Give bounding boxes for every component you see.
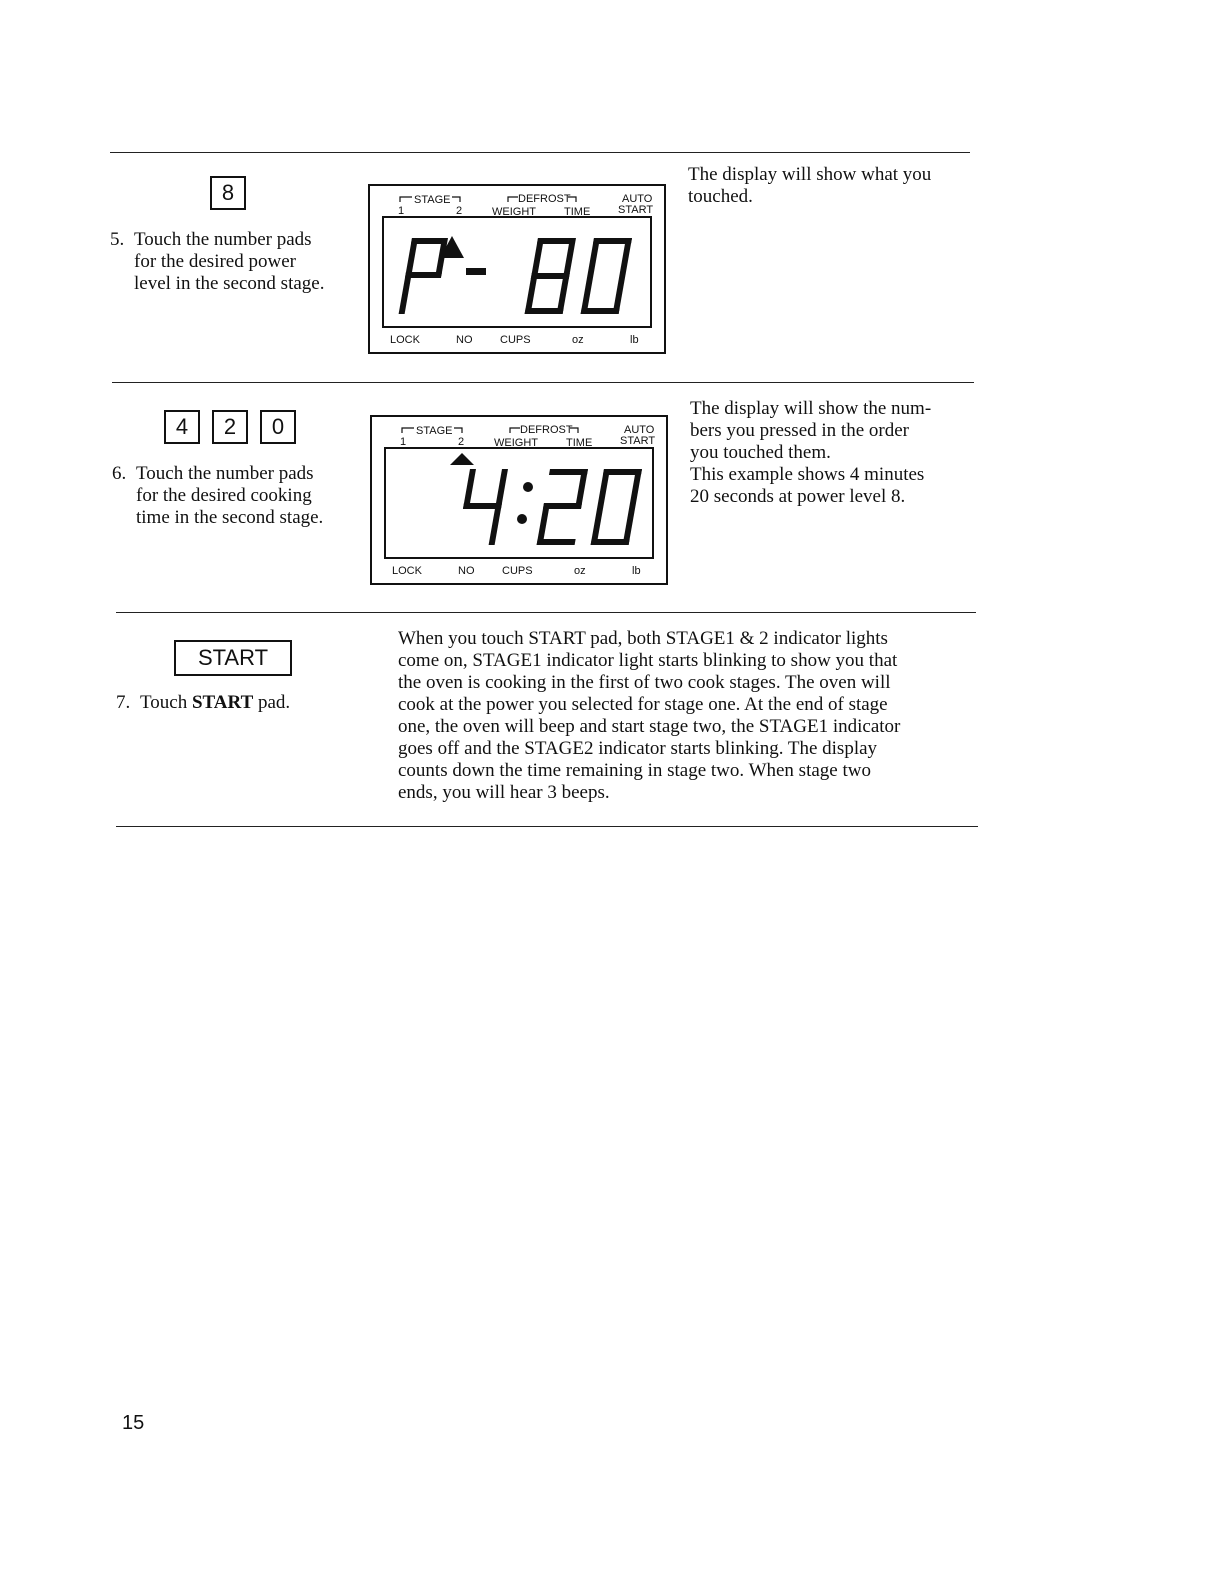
step-7-description xyxy=(398,628,978,804)
description-line: you touched them. xyxy=(690,442,831,463)
description-line: This example shows 4 minutes xyxy=(690,464,925,485)
description-line: goes off and the STAGE2 indicator starts blinking. The display xyxy=(398,738,878,759)
weight-label: WEIGHT xyxy=(494,437,538,449)
description-line: The display will show what you xyxy=(688,164,932,185)
weight-label: WEIGHT xyxy=(492,206,536,218)
start-pad[interactable] xyxy=(174,640,292,676)
lcd-segments xyxy=(386,449,656,557)
start-label: START xyxy=(618,204,654,216)
lcd-segments xyxy=(384,218,654,326)
pad-label: START xyxy=(197,645,269,670)
number-pad-2[interactable] xyxy=(212,410,248,444)
lock-indicator: LOCK xyxy=(390,334,420,346)
lcd-screen xyxy=(382,216,652,328)
lb-indicator: lb xyxy=(632,565,641,577)
no-indicator: NO xyxy=(458,565,475,577)
no-indicator: NO xyxy=(456,334,473,346)
defrost-label: DEFROST xyxy=(520,424,573,436)
description-line: ends, you will hear 3 beeps. xyxy=(398,782,610,803)
stage-label: STAGE xyxy=(414,194,451,206)
oven-display xyxy=(370,415,668,585)
instruction-line: Touch the number pads xyxy=(136,463,314,484)
number-pad-8[interactable] xyxy=(210,176,246,210)
instruction-text: pad. xyxy=(253,692,291,713)
description-line: When you touch START pad, both STAGE1 & 2 indicator lights xyxy=(398,628,888,649)
pad-label: 2 xyxy=(223,414,237,439)
section-divider xyxy=(112,382,974,383)
oz-indicator: oz xyxy=(572,334,584,346)
stage-label: STAGE xyxy=(416,425,453,437)
oven-display xyxy=(368,184,666,354)
instruction-line: level in the second stage. xyxy=(134,273,325,294)
description-line: bers you pressed in the order xyxy=(690,420,909,441)
instruction-text: Touch xyxy=(140,692,192,713)
description-line: one, the oven will beep and start stage two, the STAGE1 indicator xyxy=(398,716,901,737)
pad-label: 0 xyxy=(271,414,285,439)
step-number: 6. xyxy=(112,463,127,484)
description-line: come on, STAGE1 indicator light starts blinking to show you that xyxy=(398,650,898,671)
auto-label: AUTO xyxy=(624,424,655,436)
cups-indicator: CUPS xyxy=(502,565,533,577)
section-divider xyxy=(110,152,970,153)
step-5-description xyxy=(688,164,978,208)
description-line: The display will show the num- xyxy=(690,398,932,419)
lb-indicator: lb xyxy=(630,334,639,346)
stage-2-indicator: 2 xyxy=(456,205,463,217)
description-line: 20 seconds at power level 8. xyxy=(690,486,906,507)
pad-label: 8 xyxy=(221,180,235,205)
oz-indicator: oz xyxy=(574,565,586,577)
step-6-description xyxy=(690,398,976,508)
instruction-bold: START xyxy=(191,692,254,713)
auto-label: AUTO xyxy=(622,193,653,205)
number-pad-4[interactable] xyxy=(164,410,200,444)
step-number: 7. xyxy=(116,692,131,713)
instruction-line: Touch the number pads xyxy=(134,229,312,250)
pad-label: 4 xyxy=(175,414,189,439)
section-divider xyxy=(116,826,978,827)
time-label: TIME xyxy=(566,437,593,449)
instruction-line: for the desired power xyxy=(134,251,296,272)
lcd-screen xyxy=(384,447,654,559)
step-number: 5. xyxy=(110,229,125,250)
stage-arrow-icon xyxy=(450,453,474,465)
stage-2-indicator: 2 xyxy=(458,436,465,448)
stage-1-indicator: 1 xyxy=(398,205,405,217)
page-number: 15 xyxy=(122,1412,145,1434)
lock-indicator: LOCK xyxy=(392,565,422,577)
instruction-line: for the desired cooking xyxy=(136,485,312,506)
instruction-line: time in the second stage. xyxy=(136,507,324,528)
cups-indicator: CUPS xyxy=(500,334,531,346)
start-label: START xyxy=(620,435,656,447)
time-label: TIME xyxy=(564,206,591,218)
section-divider xyxy=(116,612,976,613)
number-pad-0[interactable] xyxy=(260,410,296,444)
description-line: counts down the time remaining in stage two. When stage two xyxy=(398,760,871,781)
description-line: the oven is cooking in the first of two cook stages. The oven will xyxy=(398,672,891,693)
stage-1-indicator: 1 xyxy=(400,436,407,448)
description-line: cook at the power you selected for stage one. At the end of stage xyxy=(398,694,888,715)
description-line: touched. xyxy=(688,186,753,207)
defrost-label: DEFROST xyxy=(518,193,571,205)
